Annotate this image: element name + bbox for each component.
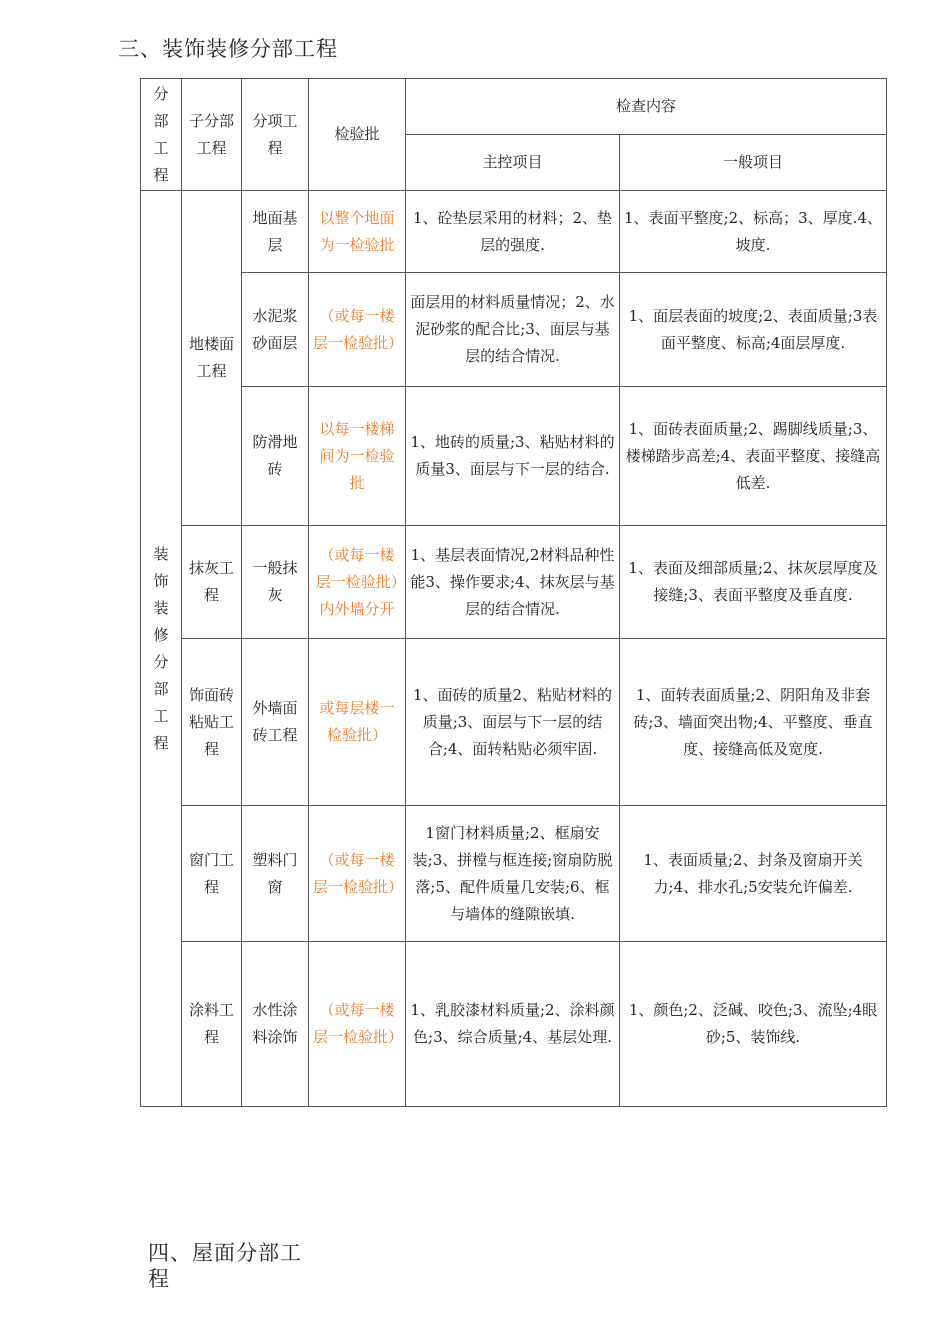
header-subdivision: 子分部工程 <box>182 79 242 191</box>
subdivision-cell: 饰面砖粘贴工程 <box>182 639 242 806</box>
table-row <box>141 639 887 806</box>
main-cell: 1、基层表面情况,2材料品种性能3、操作要求;4、抹灰层与基层的结合情况. <box>406 526 620 639</box>
subdivision-cell: 窗门工程 <box>182 806 242 942</box>
item-cell: 塑料门窗 <box>242 806 309 942</box>
next-section-title: 四、屋面分部工程 <box>148 1241 302 1291</box>
subdivision-cell: 地楼面工程 <box>182 191 242 526</box>
header-general: 一般项目 <box>620 135 887 191</box>
main-cell: 1、乳胶漆材料质量;2、涂料颜色;3、综合质量;4、基层处理. <box>406 942 620 1107</box>
table-row <box>141 806 887 942</box>
batch-cell: （或每一楼层一检验批）内外墙分开 <box>309 526 406 639</box>
subdivision-cell: 涂料工程 <box>182 942 242 1107</box>
section-title: 三、装饰装修分部工程 <box>118 37 338 61</box>
table-row <box>141 387 887 526</box>
subdivision-cell: 抹灰工程 <box>182 526 242 639</box>
general-cell: 1、面层表面的坡度;2、表面质量;3表面平整度、标高;4面层厚度. <box>620 273 887 387</box>
division-name: 装饰装修分部工程 <box>141 191 182 1107</box>
table-row <box>141 273 887 387</box>
general-cell: 1、表面平整度;2、标高；3、厚度.4、坡度. <box>620 191 887 273</box>
main-cell: 1窗门材料质量;2、框扇安装;3、拼樘与框连接;窗扇防脱落;5、配件质量几安装;6、框与墙体的缝隙嵌填. <box>406 806 620 942</box>
item-cell: 防滑地砖 <box>242 387 309 526</box>
table-row <box>141 191 887 273</box>
general-cell: 1、表面及细部质量;2、抹灰层厚度及接缝;3、表面平整度及垂直度. <box>620 526 887 639</box>
general-cell: 1、颜色;2、泛碱、咬色;3、流坠;4眼砂;5、装饰线. <box>620 942 887 1107</box>
general-cell: 1、面砖表面质量;2、踢脚线质量;3、楼梯踏步高差;4、表面平整度、接缝高低差. <box>620 387 887 526</box>
batch-cell: （或每一楼层一检验批） <box>309 806 406 942</box>
item-cell: 外墙面砖工程 <box>242 639 309 806</box>
item-cell: 水泥浆砂面层 <box>242 273 309 387</box>
main-cell: 面层用的材料质量情况；2、水泥砂浆的配合比;3、面层与基层的结合情况. <box>406 273 620 387</box>
header-division: 分部工程 <box>141 79 182 191</box>
inspection-table <box>140 78 887 1107</box>
batch-cell: 以每一楼梯间为一检验批 <box>309 387 406 526</box>
batch-cell: （或每一楼层一检验批） <box>309 273 406 387</box>
table-row <box>141 942 887 1107</box>
main-cell: 1、砼垫层采用的材料；2、垫层的强度. <box>406 191 620 273</box>
header-inspection: 检查内容 <box>406 79 887 135</box>
header-item: 分项工程 <box>242 79 309 191</box>
general-cell: 1、表面质量;2、封条及窗扇开关力;4、排水孔;5安装允许偏差. <box>620 806 887 942</box>
header-main: 主控项目 <box>406 135 620 191</box>
batch-cell: （或每一楼层一检验批） <box>309 942 406 1107</box>
header-batch: 检验批 <box>309 79 406 191</box>
batch-cell: 以整个地面为一检验批 <box>309 191 406 273</box>
item-cell: 水性涂料涂饰 <box>242 942 309 1107</box>
main-cell: 1、面砖的质量2、粘贴材料的质量;3、面层与下一层的结合;4、面转粘贴必须牢固. <box>406 639 620 806</box>
batch-cell: 或每层楼一检验批） <box>309 639 406 806</box>
main-cell: 1、地砖的质量;3、粘贴材料的质量3、面层与下一层的结合. <box>406 387 620 526</box>
header-row <box>141 79 887 135</box>
general-cell: 1、面转表面质量;2、阴阳角及非套砖;3、墙面突出物;4、平整度、垂直度、接缝高低及宽度. <box>620 639 887 806</box>
item-cell: 一般抹灰 <box>242 526 309 639</box>
item-cell: 地面基层 <box>242 191 309 273</box>
table-row <box>141 526 887 639</box>
